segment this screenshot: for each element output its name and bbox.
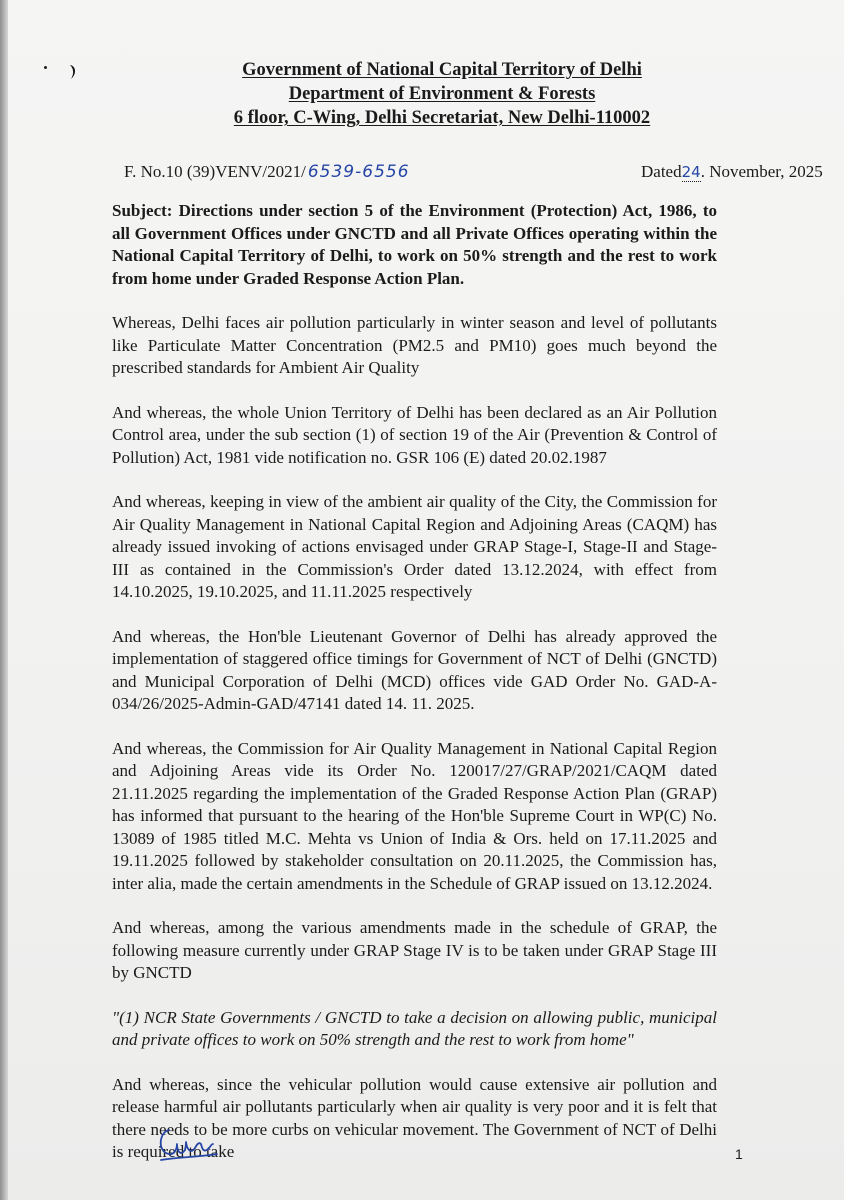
letterhead-government: Government of National Capital Territory of Delhi — [242, 60, 642, 80]
subject-paragraph: Subject: Directions under section 5 of the Environment (Protection) Act, 1986, to all Government Offices under GNCTD and all Private Offices operating within the National Capital Territory of Delhi, to work on 50% strength and the rest to work from home under Graded Response Action Plan. — [112, 201, 717, 288]
whereas-paragraph-2: And whereas, the whole Union Territory of Delhi has been declared as an Air Pollution Control area, under the sub section (1) of section 19 of the Air (Prevention & Control of Pollution) Act, 1981 vide notification no. GSR 106 (E) dated 20.02.1987 — [112, 402, 717, 467]
whereas-paragraph-7: And whereas, since the vehicular pollution would cause extensive air pollution and release harmful air pollutants particularly when air quality is very poor and it is felt that there needs to be more curbs on vehicular movement. The Government of NCT of Delhi is required to take — [112, 1074, 717, 1161]
whereas-paragraph-3: And whereas, keeping in view of the ambient air quality of the City, the Commission for Air Quality Management in National Capital Region and Adjoining Areas (CAQM) has already issued invoking of actions envisaged under GRAP Stage-I, Stage-II and Stage-III as contained in the Commission's Order dated 13.12.2024, with effect from 14.10.2025, 19.10.2025, and 11.11.2025 respectively — [112, 492, 717, 601]
whereas-paragraph-1: Whereas, Delhi faces air pollution particularly in winter season and level of pollutants like Particulate Matter Concentration (PM2.5 and PM10) goes much beyond the prescribed standards for Ambient Air Quality — [112, 313, 717, 377]
whereas-paragraph-5: And whereas, the Commission for Air Quality Management in National Capital Region and Adjoining Areas vide its Order No. 120017/27/GRAP/2021/CAQM dated 21.11.2025 regarding the implementation of the Graded Response Action Plan (GRAP) has informed that pursuant to the hearing of the Hon'ble Supreme Court in WP(C) No. 13089 of 1985 titled M.C. Mehta vs Union of India & Ors. held on 17.11.2025 and 19.11.2025 followed by stakeholder consultation on 20.11.2025, the Commission has, inter alia, made the certain amendments in the Schedule of GRAP issued on 13.12.2024. — [112, 738, 717, 893]
letterhead — [0, 58, 844, 130]
whereas-paragraph-6: And whereas, among the various amendments made in the schedule of GRAP, the following measure currently under GRAP Stage IV is to be taken under GRAP Stage III by GNCTD — [112, 918, 717, 982]
initials-signature — [155, 1122, 225, 1166]
quoted-measure: "(1) NCR State Governments / GNCTD to take a decision on allowing public, municipal and private offices to work on 50% strength and the rest to work from home" — [112, 1007, 717, 1049]
date-month-year: . November, 2025 — [700, 162, 823, 181]
handwritten-dispatch-range: 6539-6556 — [307, 162, 410, 182]
page-number: 1 — [735, 1146, 743, 1162]
whereas-paragraph-4: And whereas, the Hon'ble Lieutenant Governor of Delhi has already approved the implementation of staggered office timings for Government of NCT of Delhi (GNCTD) and Municipal Corporation of Delhi (MCD) offices vide GAD Order No. GAD-A-034/26/2025-Admin-GAD/47141 dated 14. 11. 2025. — [112, 626, 717, 713]
reference-line — [124, 160, 823, 184]
dated-label: Dated — [641, 162, 682, 181]
letterhead-address: 6 floor, C-Wing, Delhi Secretariat, New Delhi-110002 — [233, 108, 651, 128]
handwritten-day: 24 — [681, 163, 701, 181]
date-line — [641, 160, 823, 184]
letter-body — [112, 200, 717, 1186]
file-number: F. No.10 (39)VENV/2021/ — [124, 162, 306, 181]
scan-edge — [0, 0, 8, 1200]
letterhead-department: Department of Environment & Forests — [288, 84, 596, 104]
